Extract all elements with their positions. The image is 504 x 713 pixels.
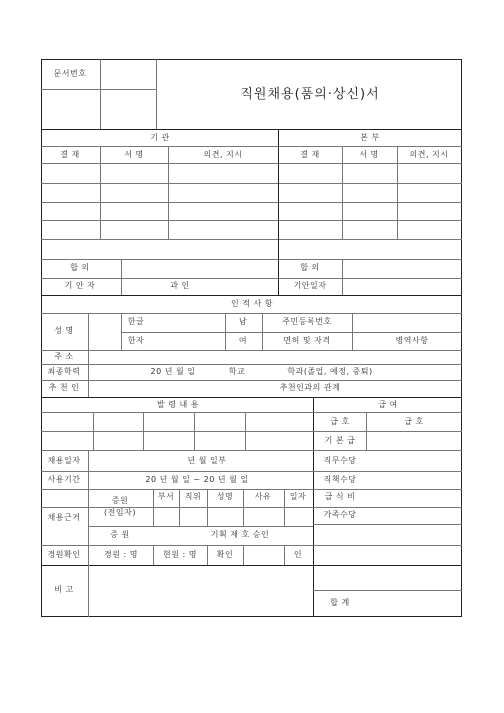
female-label: 여 bbox=[238, 336, 248, 345]
major-label: 학과(졸업, 예정, 중퇴) bbox=[287, 367, 373, 376]
hanja-label: 한자 bbox=[127, 336, 145, 345]
male-label: 남 bbox=[238, 317, 248, 326]
license-label: 면허 및 자격 bbox=[283, 336, 331, 345]
education-label: 최종학력 bbox=[47, 367, 81, 376]
hire-basis-label: 채용근거 bbox=[47, 513, 81, 522]
hire-date-label: 채용일자 bbox=[47, 456, 81, 465]
school-label: 학교 bbox=[228, 367, 246, 376]
name-label: 성 명 bbox=[54, 326, 74, 335]
personal-info-header: 인 적 사 항 bbox=[230, 299, 274, 308]
increase2-label: 증 원 bbox=[110, 530, 130, 539]
base-pay-label: 기 본 급 bbox=[324, 436, 356, 445]
approval-label-hq: 결 재 bbox=[300, 150, 320, 159]
meal-label: 급 식 비 bbox=[324, 492, 356, 501]
plan-label: 기획 제 호 승인 bbox=[210, 530, 270, 539]
reason-label: 사유 bbox=[254, 492, 272, 501]
period-label: 사용기간 bbox=[47, 475, 81, 484]
seal-label: 인 bbox=[293, 550, 303, 559]
section-chief-label: 과 인 bbox=[170, 281, 190, 290]
opinion-label-hq: 의견, 지시 bbox=[409, 150, 449, 159]
opinion-label: 의견, 지시 bbox=[203, 150, 243, 159]
confirm-label: 확인 bbox=[216, 550, 234, 559]
draft-date-label: 기안일자 bbox=[293, 281, 327, 290]
predecessor-label: (전임자) bbox=[104, 508, 136, 517]
page-title: 직원채용(품의·상신)서 bbox=[240, 87, 380, 102]
resident-no-label: 주민등록번호 bbox=[282, 317, 332, 326]
address-label: 주 소 bbox=[54, 352, 74, 361]
position-pay-label: 직책수당 bbox=[323, 475, 357, 484]
hangul-label: 한글 bbox=[127, 317, 145, 326]
signature-label-hq: 서 명 bbox=[359, 150, 379, 159]
date-label: 일자 bbox=[289, 492, 307, 501]
consult-label: 합 의 bbox=[70, 263, 90, 272]
drafter-label: 기 안 자 bbox=[64, 281, 96, 290]
signature-label: 서 명 bbox=[124, 150, 144, 159]
doc-no-label: 문서번호 bbox=[53, 69, 87, 78]
person-name-label: 성명 bbox=[216, 492, 234, 501]
relation-label: 추천인과의 관계 bbox=[279, 383, 341, 392]
dept-label: 부서 bbox=[157, 492, 175, 501]
appointment-header: 발 령 내 용 bbox=[156, 400, 200, 409]
family-label: 가족수당 bbox=[323, 510, 357, 519]
rank-label: 직위 bbox=[184, 492, 202, 501]
hire-date-value: 년 월 일부 bbox=[187, 456, 227, 465]
staff-now-label: 경원 : 명 bbox=[104, 550, 138, 559]
edu-year: 20 년 월 일 bbox=[150, 367, 196, 376]
approval-label: 결 재 bbox=[60, 150, 80, 159]
consult-label-hq: 합 의 bbox=[300, 263, 320, 272]
recommender-label: 추 천 인 bbox=[48, 383, 80, 392]
salary-grade-label-2: 급 호 bbox=[404, 417, 424, 426]
salary-grade-label: 급 호 bbox=[330, 417, 350, 426]
military-label: 병역사항 bbox=[395, 336, 429, 345]
duty-pay-label: 직무수당 bbox=[323, 456, 357, 465]
period-value: 20 년 월 일 ~ 20 년 월 일 bbox=[145, 475, 249, 484]
current-label: 현원 : 명 bbox=[163, 550, 197, 559]
staff-check-label: 경원확인 bbox=[47, 550, 81, 559]
total-label: 합 계 bbox=[330, 598, 350, 607]
remarks-label: 비 고 bbox=[54, 585, 74, 594]
agency-header: 기 관 bbox=[150, 133, 170, 142]
hq-header: 본 부 bbox=[360, 133, 380, 142]
salary-header: 급 여 bbox=[378, 400, 398, 409]
increase-label: 증원 bbox=[111, 496, 129, 505]
